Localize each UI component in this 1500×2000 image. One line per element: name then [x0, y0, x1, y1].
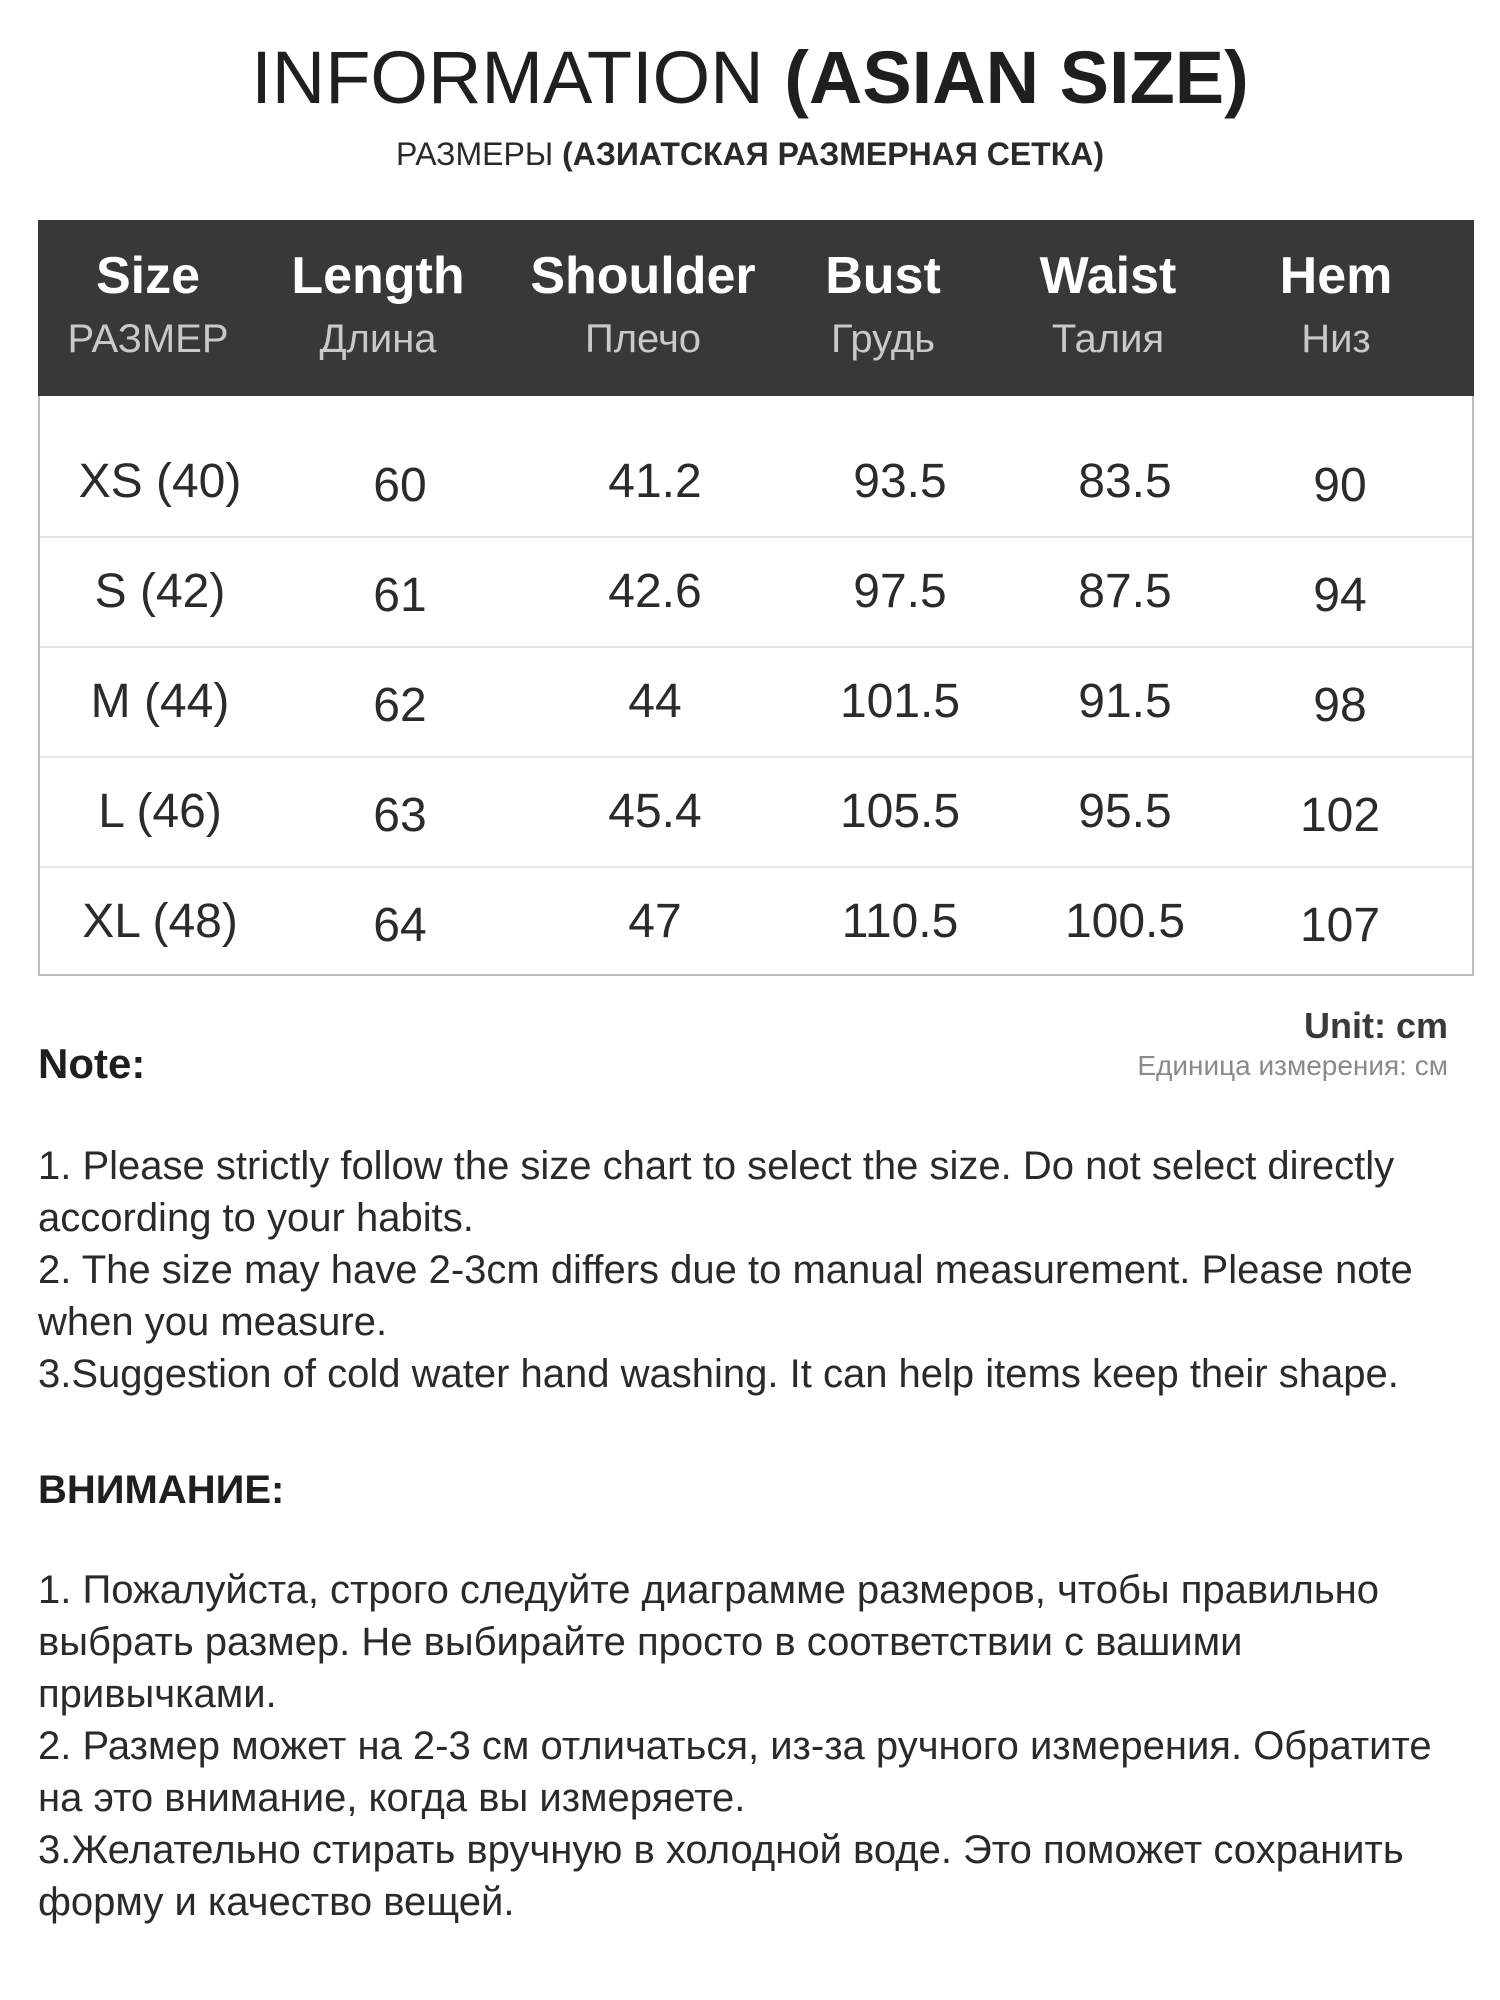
cell-hem: 102	[1299, 789, 1381, 842]
cell-hem: 98	[1313, 679, 1367, 732]
cell-shoulder: 42.6	[608, 565, 702, 618]
cell-bust: 101.5	[839, 675, 961, 728]
cell-length: 60	[373, 459, 427, 512]
page-subtitle	[0, 132, 1500, 176]
column-header-size	[38, 220, 258, 396]
cell-waist: 95.5	[1078, 785, 1172, 838]
column-header-en: Hem	[1279, 247, 1393, 305]
notice-ru-item: 2. Размер может на 2-3 см отличаться, из-за ручного измерения. Обратите на это внимание, когда вы измеряете.	[38, 1724, 1432, 1820]
cell-bust: 93.5	[853, 455, 947, 508]
cell-hem: 94	[1313, 569, 1367, 622]
cell-length: 63	[373, 789, 427, 842]
cell-bust: 105.5	[839, 785, 961, 838]
cell-waist: 100.5	[1064, 895, 1186, 948]
column-header-ru: Низ	[1301, 317, 1371, 361]
table-row	[40, 428, 1472, 538]
column-header-waist	[978, 220, 1238, 396]
page-title	[0, 30, 1500, 126]
cell-size: XL (48)	[82, 895, 238, 948]
cell-shoulder: 41.2	[608, 455, 702, 508]
cell-length: 64	[373, 899, 427, 952]
cell-hem: 90	[1313, 459, 1367, 512]
subtitle-main: РАЗМЕРЫ	[395, 136, 554, 172]
unit-label	[1137, 1004, 1448, 1084]
column-header-ru: Талия	[1051, 317, 1165, 361]
column-header-length	[258, 220, 498, 396]
column-header-en: Shoulder	[530, 247, 756, 305]
column-header-en: Bust	[825, 247, 941, 305]
cell-shoulder: 45.4	[608, 785, 702, 838]
column-header-en: Size	[95, 247, 201, 305]
column-header-ru: РАЗМЕР	[67, 317, 229, 361]
cell-size: M (44)	[90, 675, 230, 728]
column-header-bust	[788, 220, 978, 396]
note-item: 2. The size may have 2-3cm differs due to manual measurement. Please note when you measure.	[38, 1248, 1413, 1344]
cell-size: S (42)	[94, 565, 226, 618]
column-header-ru: Грудь	[830, 317, 936, 361]
unit-label-en: Unit: cm	[1304, 1005, 1448, 1046]
note-item: 1. Please strictly follow the size chart to select the size. Do not select directly according to your habits.	[38, 1144, 1395, 1240]
cell-size: L (46)	[98, 785, 222, 838]
notice-ru-list	[38, 1564, 1468, 1928]
cell-length: 62	[373, 679, 427, 732]
cell-size: XS (40)	[78, 455, 242, 508]
column-header-ru: Длина	[319, 317, 437, 361]
column-header-en: Length	[291, 247, 465, 305]
note-item: 3.Suggestion of cold water hand washing. It can help items keep their shape.	[38, 1352, 1399, 1396]
cell-waist: 83.5	[1078, 455, 1172, 508]
title-main: INFORMATION	[251, 36, 764, 119]
notice-ru-item: 3.Желательно стирать вручную в холодной воде. Это поможет сохранить форму и качество вещей.	[38, 1828, 1404, 1924]
cell-bust: 97.5	[853, 565, 947, 618]
notice-ru-heading: ВНИМАНИЕ:	[38, 1468, 285, 1512]
unit-label-ru: Единица измерения: см	[1137, 1050, 1448, 1081]
column-header-en: Waist	[1039, 247, 1177, 305]
note-list	[38, 1140, 1468, 1400]
column-header-shoulder	[498, 220, 788, 396]
table-row	[40, 538, 1472, 648]
table-row	[40, 868, 1472, 976]
cell-length: 61	[373, 569, 427, 622]
column-header-hem	[1238, 220, 1434, 396]
cell-waist: 91.5	[1078, 675, 1172, 728]
title-asian-size: (ASIAN SIZE)	[784, 36, 1249, 119]
table-header	[38, 220, 1474, 396]
column-header-ru: Плечо	[584, 317, 702, 361]
cell-hem: 107	[1299, 899, 1381, 952]
subtitle-asian-size: (АЗИАТСКАЯ РАЗМЕРНАЯ СЕТКА)	[562, 136, 1105, 172]
cell-shoulder: 47	[628, 895, 682, 948]
table-row	[40, 758, 1472, 868]
cell-shoulder: 44	[628, 675, 682, 728]
notice-ru-item: 1. Пожалуйста, строго следуйте диаграмме размеров, чтобы правильно выбрать размер. Не выбирайте просто в соответствии с вашими привычками.	[38, 1568, 1380, 1716]
cell-waist: 87.5	[1078, 565, 1172, 618]
table-row	[40, 648, 1472, 758]
cell-bust: 110.5	[841, 895, 959, 948]
note-heading: Note:	[38, 1040, 146, 1087]
size-table	[38, 220, 1474, 976]
